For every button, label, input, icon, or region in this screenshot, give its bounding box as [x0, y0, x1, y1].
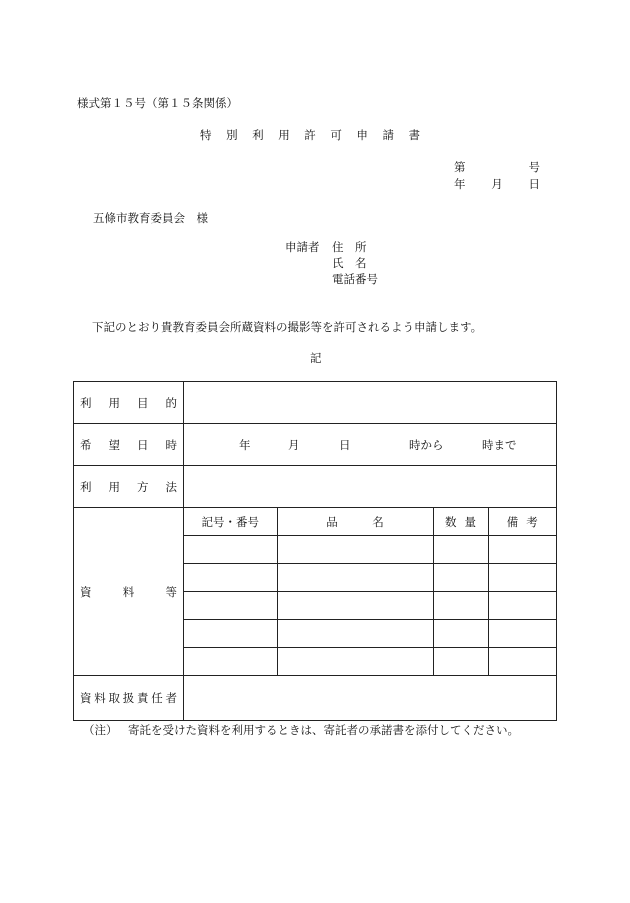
label-char: 方 [137, 479, 149, 494]
materials-cell-input[interactable] [433, 536, 488, 564]
title-char: 利 [252, 128, 264, 142]
materials-cell [184, 508, 557, 676]
doc-number-line [454, 159, 540, 175]
addressee: 五條市教育委員会 様 [93, 211, 208, 225]
method-field[interactable] [184, 466, 557, 508]
materials-cell-input[interactable] [277, 564, 433, 592]
materials-cell-input[interactable] [433, 564, 488, 592]
label-char: 者 [165, 691, 177, 705]
materials-cell-input[interactable] [184, 620, 277, 648]
materials-row [74, 508, 557, 676]
materials-cell-input[interactable] [184, 536, 277, 564]
materials-header-cell: 数量 [433, 508, 488, 536]
label-char: 日 [137, 437, 149, 452]
label-char: 法 [165, 479, 177, 494]
materials-row-entry [184, 648, 556, 676]
document-title [200, 127, 420, 143]
manager-row [74, 676, 557, 721]
label-char: 望 [108, 437, 120, 452]
materials-cell-input[interactable] [184, 648, 277, 676]
date-day: 日 [528, 177, 540, 191]
label-char: 料 [94, 691, 106, 705]
manager-field[interactable] [184, 676, 557, 721]
title-letters [200, 127, 420, 143]
materials-row-entry [184, 564, 556, 592]
label-char: 目 [137, 395, 149, 410]
label-char: 的 [165, 395, 177, 410]
body-text: 下記のとおり貴教育委員会所蔵資料の撮影等を許可されるよう申請します。 [92, 320, 483, 334]
label-char: 資 [80, 691, 92, 705]
manager-label [74, 676, 184, 721]
materials-cell-input[interactable] [488, 536, 556, 564]
method-row [74, 466, 557, 508]
note-label: （注） [83, 723, 118, 737]
materials-header-row [184, 508, 556, 536]
ki-heading: 記 [310, 351, 322, 365]
title-char: 書 [408, 128, 420, 142]
datetime-day: 日 [339, 437, 351, 452]
materials-row-entry [184, 536, 556, 564]
datetime-field[interactable] [184, 424, 557, 466]
applicant-label: 申請者 [285, 240, 320, 254]
title-char: 可 [330, 128, 342, 142]
title-char: 特 [200, 128, 212, 142]
materials-cell-input[interactable] [277, 536, 433, 564]
materials-cell-input[interactable] [433, 648, 488, 676]
label-char: 利 [80, 479, 92, 494]
materials-cell-input[interactable] [277, 592, 433, 620]
date-year: 年 [454, 177, 466, 191]
label-char: 資 [80, 584, 92, 599]
purpose-label [74, 382, 184, 424]
datetime-year: 年 [239, 437, 251, 452]
label-char: 用 [108, 395, 120, 410]
doc-number-suffix: 号 [528, 160, 540, 174]
materials-cell-input[interactable] [488, 592, 556, 620]
label-char: 利 [80, 395, 92, 410]
label-char: 責 [137, 691, 149, 705]
datetime-month: 月 [288, 437, 300, 452]
label-char: 任 [151, 691, 163, 705]
materials-cell-input[interactable] [488, 648, 556, 676]
label-char: 希 [80, 437, 92, 452]
purpose-row [74, 382, 557, 424]
title-char: 申 [356, 128, 368, 142]
applicant-phone-label: 電話番号 [332, 272, 378, 286]
materials-row-entry [184, 592, 556, 620]
label-char: 時 [165, 437, 177, 452]
materials-header-cell: 品 名 [277, 508, 433, 536]
date-line [454, 176, 540, 192]
materials-cell-input[interactable] [433, 592, 488, 620]
label-char: 等 [165, 584, 177, 599]
materials-header-cell: 記号・番号 [184, 508, 277, 536]
applicant-address-label: 住 所 [332, 240, 367, 254]
applicant-name-label: 氏 名 [332, 256, 367, 270]
materials-cell-input[interactable] [277, 648, 433, 676]
datetime-from: 時から [409, 437, 444, 452]
date-month: 月 [491, 177, 503, 191]
materials-row-entry [184, 620, 556, 648]
materials-cell-input[interactable] [488, 564, 556, 592]
materials-cell-input[interactable] [184, 592, 277, 620]
materials-cell-input[interactable] [184, 564, 277, 592]
materials-label [74, 508, 184, 676]
materials-cell-input[interactable] [277, 620, 433, 648]
title-char: 請 [382, 128, 394, 142]
form-number: 様式第１５号（第１５条関係） [77, 96, 238, 110]
title-char: 別 [226, 128, 238, 142]
materials-cell-input[interactable] [488, 620, 556, 648]
doc-number-prefix: 第 [454, 160, 466, 174]
method-label [74, 466, 184, 508]
datetime-to: 時まで [482, 437, 517, 452]
label-char: 用 [108, 479, 120, 494]
materials-cell-input[interactable] [433, 620, 488, 648]
title-char: 用 [278, 128, 290, 142]
purpose-field[interactable] [184, 382, 557, 424]
label-char: 取 [108, 691, 120, 705]
materials-grid [184, 508, 556, 675]
materials-header-cell: 備考 [488, 508, 556, 536]
label-char: 料 [122, 584, 135, 599]
application-table [73, 381, 557, 721]
datetime-row [74, 424, 557, 466]
title-char: 許 [304, 128, 316, 142]
label-char: 扱 [122, 691, 135, 705]
datetime-label [74, 424, 184, 466]
note-text: 寄託を受けた資料を利用するときは、寄託者の承諾書を添付してください。 [128, 723, 519, 737]
